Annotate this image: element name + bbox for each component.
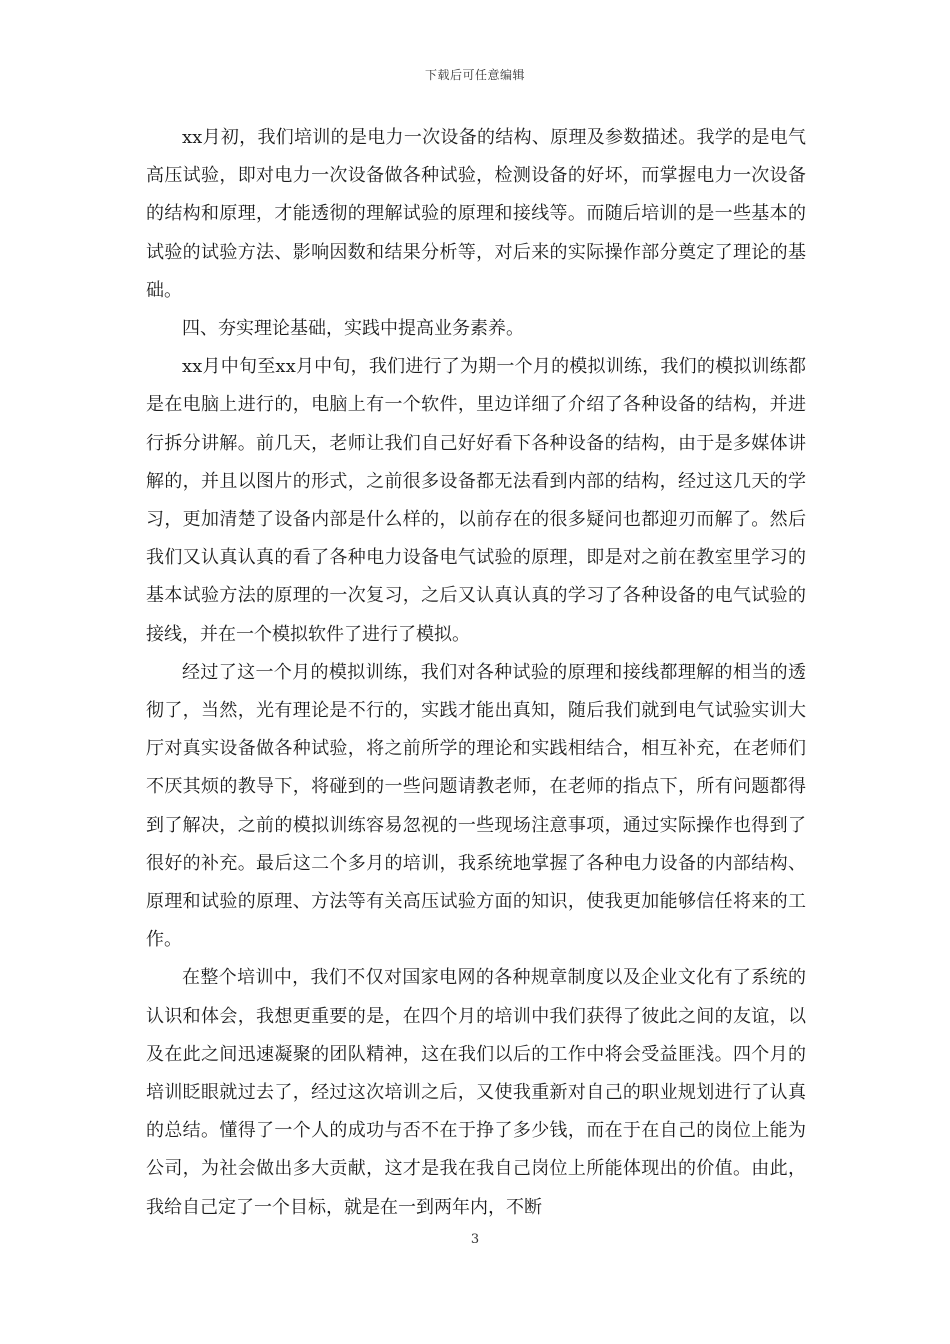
paragraph-2: 四、夯实理论基础，实践中提高业务素养。 (182, 318, 524, 340)
document-body (146, 119, 806, 1227)
paragraph-1: xx月初，我们培训的是电力一次设备的结构、原理及参数描述。我学的是电气高压试验，即对电力一次设备做各种试验，检测设备的好坏，而掌握电力一次设备的结构和原理，才能透彻的理解试验的原理和接线等。而随后培训的是一些基本的试验的试验方法、影响因数和结果分析等，对后来的实际操作部分奠定了理论的基础。 (146, 127, 806, 301)
page-number: 3 (470, 1232, 480, 1247)
paragraph-3: xx月中旬至xx月中旬，我们进行了为期一个月的模拟训练，我们的模拟训练都是在电脑上进行的，电脑上有一个软件，里边详细了介绍了各种设备的结构，并进行拆分讲解。前几天，老师让我们自己好好看下各种设备的结构，由于是多媒体讲解的，并且以图片的形式，之前很多设备都无法看到内部的结构，经过这几天的学习，更加清楚了设备内部是什么样的，以前存在的很多疑问也都迎刃而解了。然后我们又认真认真的看了各种电力设备电气试验的原理，即是对之前在教室里学习的基本试验方法的原理的一次复习，之后又认真认真的学习了各种设备的电气试验的接线，并在一个模拟软件了进行了模拟。 (146, 356, 806, 645)
page-header: 下载后可任意编辑 (424, 68, 525, 82)
paragraph-4: 经过了这一个月的模拟训练，我们对各种试验的原理和接线都理解的相当的透彻了，当然，光有理论是不行的，实践才能出真知，随后我们就到电气试验实训大厅对真实设备做各种试验，将之前所学的理论和实践相结合，相互补充，在老师们不厌其烦的教导下，将碰到的一些问题请教老师，在老师的指点下，所有问题都得到了解决，之前的模拟训练容易忽视的一些现场注意事项，通过实际操作也得到了很好的补充。最后这二个多月的培训，我系统地掌握了各种电力设备的内部结构、原理和试验的原理、方法等有关高压试验方面的知识，使我更加能够信任将来的工作。 (146, 661, 806, 951)
paragraph-5: 在整个培训中，我们不仅对国家电网的各种规章制度以及企业文化有了系统的认识和体会，我想更重要的是，在四个月的培训中我们获得了彼此之间的友谊，以及在此之间迅速凝聚的团队精神，这在我们以后的工作中将会受益匪浅。四个月的培训眨眼就过去了，经过这次培训之后，又使我重新对自己的职业规划进行了认真的总结。懂得了一个人的成功与否不在于挣了多少钱，而在于在自己的岗位上能为公司，为社会做出多大贡献，这才是我在我自己岗位上所能体现出的价值。由此，我给自己定了一个目标，就是在一到两年内，不断 (146, 967, 806, 1218)
